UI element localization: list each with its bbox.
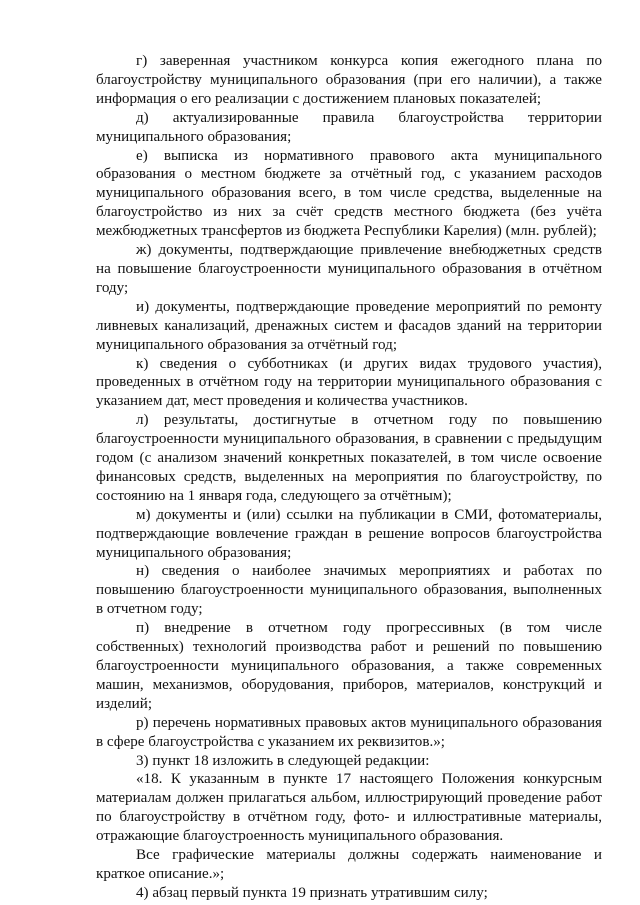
- paragraph-point-18: «18. К указанным в пункте 17 настоящего Положения конкурсным материалам должен прилагаться альбом, иллюстрирующий проведение работ по благоустройству в отчётном году, фото- и иллюстративные материалы, отражающие благоустроенность муниципального образования.: [96, 771, 602, 845]
- paragraph-l: л) результаты, достигнутые в отчетном году по повышению благоустроенности муниципального образования, в сравнении с предыдущим годом (с анализом значений конкретных показателей, в том числе освоение финансовых средств, выделенных на мероприятия по благоустройству, по состоянию на 1 января года, следующего за отчётным);: [96, 412, 602, 504]
- paragraph-graphic-materials: Все графические материалы должны содержать наименование и краткое описание.»;: [96, 847, 602, 882]
- paragraph-d: д) актуализированные правила благоустройства территории муниципального образования;: [96, 109, 602, 145]
- paragraph-item-3: 3) пункт 18 изложить в следующей редакции:: [136, 752, 430, 769]
- paragraph-item-4: 4) абзац первый пункта 19 признать утратившим силу;: [136, 884, 488, 901]
- paragraph-zh: ж) документы, подтверждающие привлечение внебюджетных средств на повышение благоустроенности муниципального образования в отчётном году;: [96, 242, 602, 296]
- paragraph-g: г) заверенная участником конкурса копия ежегодного плана по благоустройству муниципального образования (при его наличии), а также информация о его реализации с достижением плановых показателей;: [96, 53, 602, 107]
- paragraph-i: и) документы, подтверждающие проведение мероприятий по ремонту ливневых канализаций, дренажных систем и фасадов зданий на территории муниципального образования за отчётный год;: [96, 298, 602, 353]
- paragraph-n: н) сведения о наиболее значимых мероприятиях и работах по повышению благоустроенности муниципального образования, выполненных в отчетном году;: [96, 563, 602, 618]
- paragraph-e: е) выписка из нормативного правового акта муниципального образования о местном бюджете за отчётный год, с указанием расходов муниципального образования всего, в том числе средства, выделенные на благоустройство из них за счёт средств местного бюджета (без учёта межбюджетных трансфертов из бюджета Республики Карелия) (млн. рублей);: [96, 147, 602, 240]
- paragraph-m: м) документы и (или) ссылки на публикации в СМИ, фотоматериалы, подтверждающие вовлечение граждан в решение вопросов благоустройства муниципального образования;: [96, 506, 602, 561]
- paragraph-k: к) сведения о субботниках (и других видах трудового участия), проведенных в отчётном году на территории муниципального образования с указанием дат, мест проведения и количества участников.: [96, 355, 602, 410]
- paragraph-p: п) внедрение в отчетном году прогрессивных (в том числе собственных) технологий производства работ и решений по повышению благоустроенности муниципального образования, а также современных машин, механизмов, оборудования, приборов, материалов, конструкций и изделий;: [96, 620, 602, 712]
- paragraph-r: р) перечень нормативных правовых актов муниципального образования в сфере благоустройства с указанием их реквизитов.»;: [96, 714, 602, 750]
